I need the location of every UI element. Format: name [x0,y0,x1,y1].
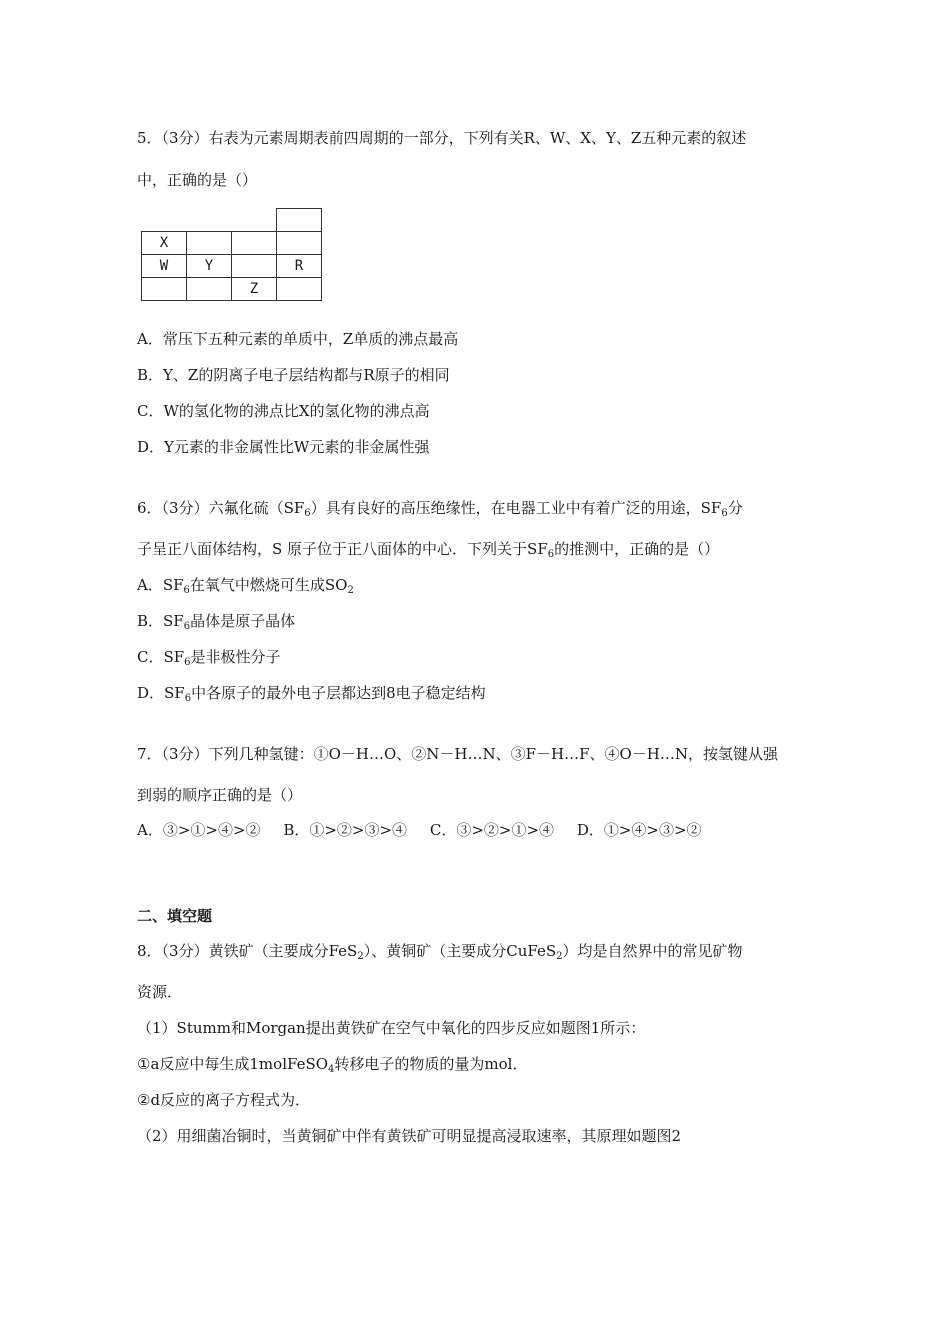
q5-option-c: C．W的氢化物的沸点比X的氢化物的沸点高 [137,402,430,420]
pt-cell [142,278,187,301]
q8-part2: （2）用细菌冶铜时，当黄铜矿中伴有黄铁矿可明显提高浸取速率，其原理如题图2 [137,1127,682,1145]
q7-option-b: B．①>②>③>④ [283,821,408,839]
q8-part1-d: ②d反应的离子方程式为． [137,1091,311,1109]
q7-option-d: D．①>④>③>② [576,821,702,839]
q7-stem-line1: 7．（3分）下列几种氢键：①O－H…O、②N－H…N、③F－H…F、④O－H…N，按氢键从强 [137,745,778,763]
q7-stem-line2: 到弱的顺序正确的是（） [137,786,303,804]
q8-part1-a: ①a反应中每生成1molFeSO$_4$转移电子的物质的量为mol． [137,1055,528,1075]
pt-cell-x: X [142,232,187,255]
q6-option-c: C．$SF_6$是非极性分子 [137,648,281,668]
pt-cell [232,255,277,278]
pt-cell [187,278,232,301]
q6-option-d: D．$SF_6$中各原子的最外电子层都达到8电子稳定结构 [137,684,486,704]
q8-part1: （1）Stumm和Morgan提出黄铁矿在空气中氧化的四步反应如题图1所示： [137,1019,646,1037]
pt-cell [187,232,232,255]
pt-cell-r: R [277,255,322,278]
q5-option-d: D．Y元素的非金属性比W元素的非金属性强 [137,438,430,456]
pt-cell-w: W [142,255,187,278]
q5-stem-line2: 中，正确的是（） [137,171,258,189]
q6-stem-line2: 子呈正八面体结构，S 原子位于正八面体的中心．下列关于$SF_6$的推测中，正确的是（） [137,540,720,560]
q7-option-c: C．③>②>①>④ [429,821,555,839]
q6-option-a: A．$SF_6$在氧气中燃烧可生成$SO_2$ [137,576,354,596]
q8-stem-line1: 8．（3分）黄铁矿（主要成分FeS$_2$）、黄铜矿（主要成分CuFeS$_2$）均是自然界中的常见矿物 [137,942,743,962]
section-heading: 二、填空题 [137,907,213,925]
q5-option-a: A．常压下五种元素的单质中，Z单质的沸点最高 [137,330,459,348]
pt-cell [187,209,232,232]
pt-cell [142,209,187,232]
q5-stem-line1: 5．（3分）右表为元素周期表前四周期的一部分，下列有关R、W、X、Y、Z五种元素的叙述 [137,129,747,147]
pt-cell [232,209,277,232]
pt-cell-z: Z [232,278,277,301]
pt-cell [277,278,322,301]
q5-option-b: B．Y、Z的阴离子电子层结构都与R原子的相同 [137,366,450,384]
pt-cell [277,232,322,255]
pt-cell-y: Y [187,255,232,278]
q7-options [137,820,720,840]
q6-option-b: B．$SF_6$晶体是原子晶体 [137,612,296,632]
periodic-table-fragment [141,208,322,301]
pt-cell [277,209,322,232]
q6-stem-line1: 6．（3分）六氟化硫$(SF_6)$具有良好的高压绝缘性，在电器工业中有着广泛的用途，$SF_6$分 [137,499,743,519]
pt-cell [232,232,277,255]
q7-option-a: A．③>①>④>② [137,821,261,839]
q8-stem-line2: 资源． [137,983,183,1001]
